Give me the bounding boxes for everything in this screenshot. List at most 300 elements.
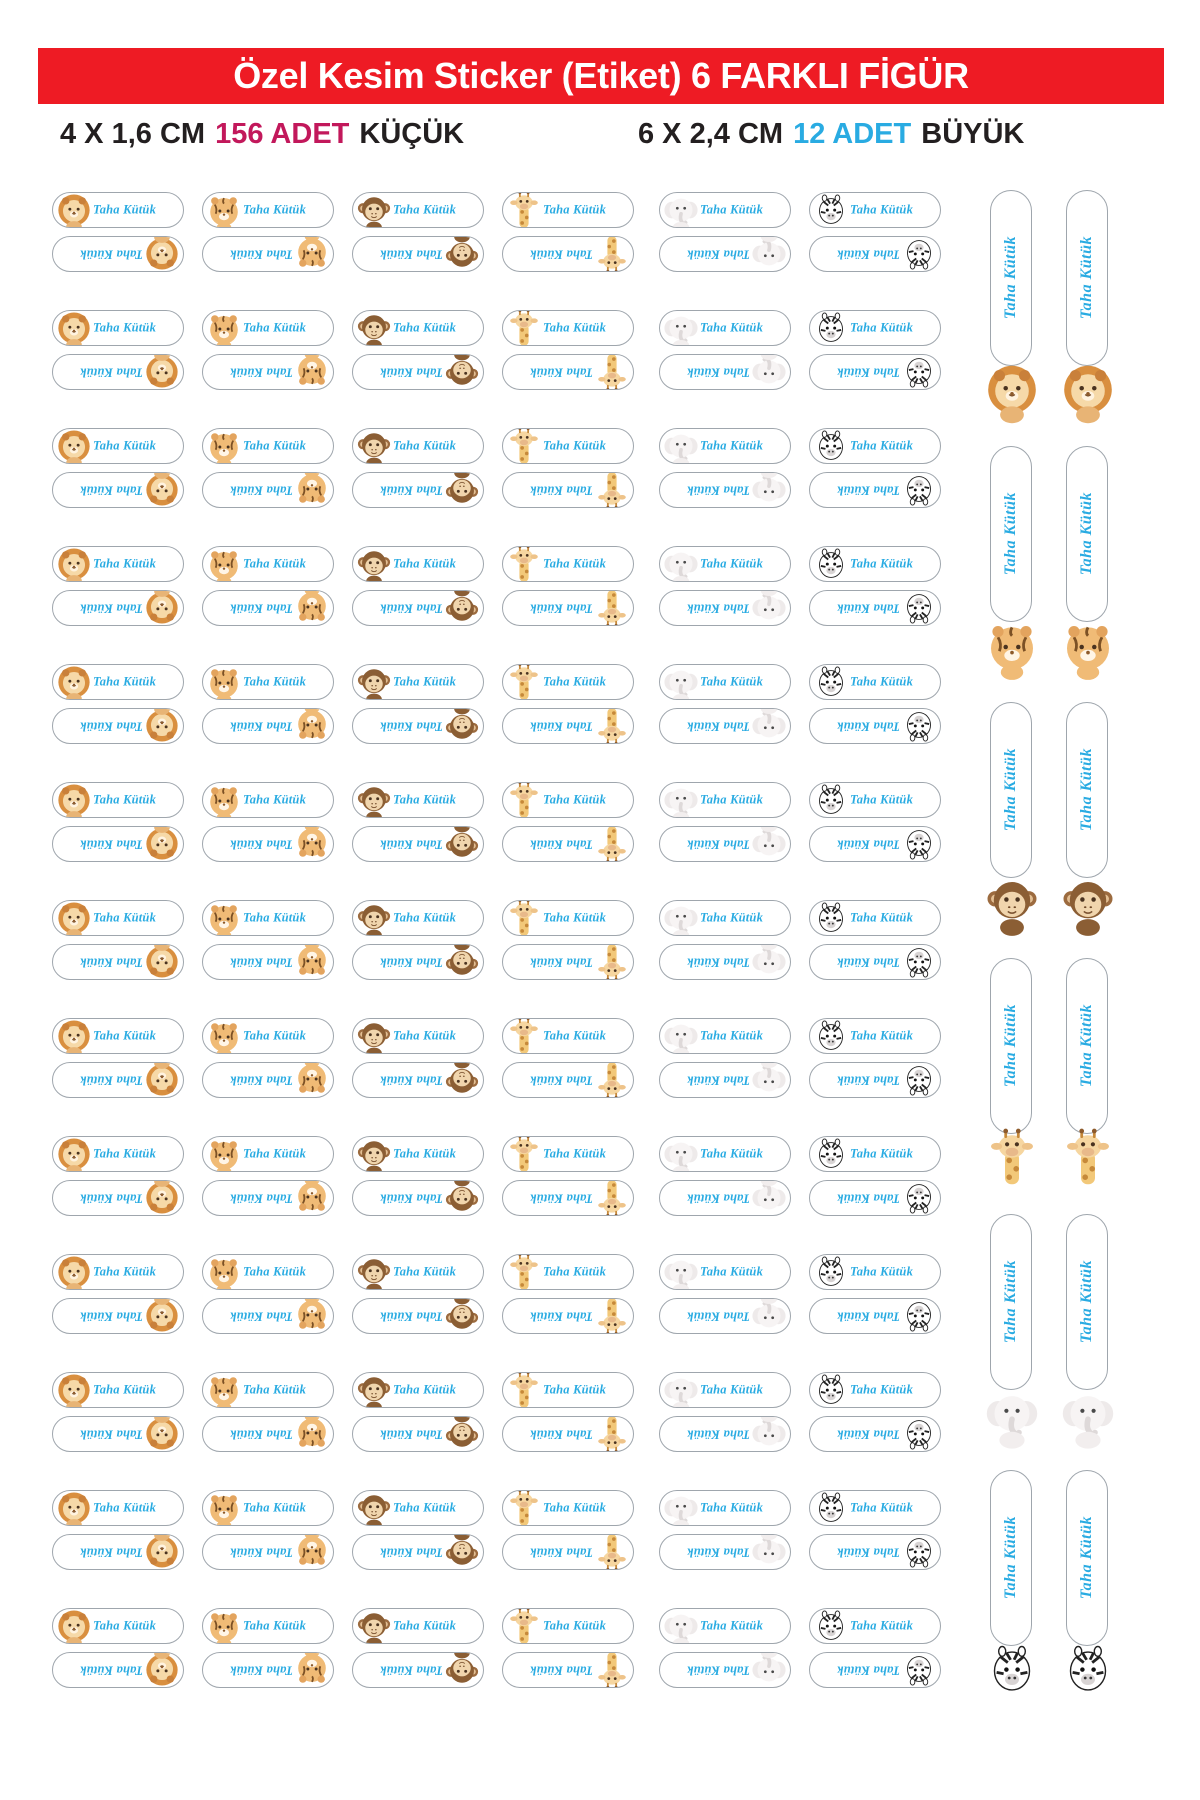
sticker-pair[interactable] — [46, 1606, 196, 1724]
name-sticker-small[interactable] — [659, 1136, 791, 1172]
name-sticker-small[interactable] — [52, 1652, 184, 1688]
name-sticker-small[interactable] — [352, 708, 484, 744]
name-sticker-small[interactable] — [352, 310, 484, 346]
name-sticker-small[interactable] — [809, 192, 941, 228]
name-sticker-small[interactable] — [52, 782, 184, 818]
giraffe-icon — [502, 192, 547, 228]
sticker-pair[interactable] — [653, 898, 803, 1016]
elephant-icon — [659, 782, 704, 818]
name-sticker-large[interactable] — [1066, 1214, 1108, 1390]
name-sticker-small[interactable] — [809, 782, 941, 818]
sticker-name-text: Taha Kütük — [529, 483, 593, 498]
name-sticker-small[interactable] — [809, 546, 941, 582]
name-sticker-small[interactable] — [352, 1490, 484, 1526]
name-sticker-small[interactable] — [352, 472, 484, 508]
zebra-icon — [896, 1298, 941, 1334]
sticker-pair[interactable] — [653, 1606, 803, 1724]
name-sticker-small[interactable] — [809, 354, 941, 390]
sticker-pair[interactable] — [803, 544, 953, 662]
name-sticker-small[interactable] — [352, 236, 484, 272]
sticker-pair[interactable] — [653, 662, 803, 780]
name-sticker-small[interactable] — [502, 826, 634, 862]
sticker-pair[interactable] — [803, 1606, 953, 1724]
sticker-pair[interactable] — [803, 1488, 953, 1606]
elephant-icon — [746, 826, 791, 862]
sticker-name-text: Taha Kütük — [543, 320, 607, 335]
name-sticker-small[interactable] — [659, 782, 791, 818]
name-sticker-small[interactable] — [352, 1652, 484, 1688]
name-sticker-small[interactable] — [809, 590, 941, 626]
name-sticker-small[interactable] — [352, 1062, 484, 1098]
name-sticker-small[interactable] — [659, 1254, 791, 1290]
sticker-pair[interactable] — [196, 898, 346, 1016]
sticker-pair[interactable] — [653, 426, 803, 544]
name-sticker-large[interactable] — [990, 958, 1032, 1134]
name-sticker-small[interactable] — [659, 900, 791, 936]
sticker-pair[interactable] — [196, 780, 346, 898]
name-sticker-small[interactable] — [502, 1372, 634, 1408]
name-sticker-small[interactable] — [502, 1490, 634, 1526]
name-sticker-small[interactable] — [659, 472, 791, 508]
name-sticker-small[interactable] — [502, 1254, 634, 1290]
sticker-pair[interactable] — [196, 190, 346, 308]
sticker-pair[interactable] — [196, 544, 346, 662]
name-sticker-small[interactable] — [52, 428, 184, 464]
name-sticker-large[interactable] — [990, 702, 1032, 878]
name-sticker-small[interactable] — [809, 1652, 941, 1688]
sticker-pair[interactable] — [496, 190, 646, 308]
sticker-pair[interactable] — [46, 544, 196, 662]
name-sticker-small[interactable] — [202, 1608, 334, 1644]
name-sticker-small[interactable] — [202, 472, 334, 508]
name-sticker-small[interactable] — [202, 236, 334, 272]
sticker-pair[interactable] — [496, 544, 646, 662]
sticker-name-text: Taha Kütük — [379, 955, 443, 970]
sticker-pair[interactable] — [46, 190, 196, 308]
big-size-word: BÜYÜK — [921, 118, 1025, 150]
sticker-name-text: Taha Kütük — [93, 1146, 157, 1161]
sticker-pair[interactable] — [496, 426, 646, 544]
name-sticker-large[interactable] — [1066, 702, 1108, 878]
name-sticker-small[interactable] — [352, 354, 484, 390]
name-sticker-small[interactable] — [809, 1136, 941, 1172]
sticker-pair[interactable] — [496, 1134, 646, 1252]
name-sticker-small[interactable] — [809, 428, 941, 464]
sticker-pair[interactable] — [346, 1606, 496, 1724]
sticker-pair[interactable] — [196, 1134, 346, 1252]
giraffe-icon — [974, 1124, 1050, 1194]
sticker-pair[interactable] — [346, 1134, 496, 1252]
sticker-pair[interactable] — [803, 1134, 953, 1252]
monkey-icon — [352, 1018, 397, 1054]
name-sticker-small[interactable] — [352, 664, 484, 700]
sticker-pair[interactable] — [196, 1252, 346, 1370]
name-sticker-small[interactable] — [502, 310, 634, 346]
sticker-pair[interactable] — [46, 662, 196, 780]
name-sticker-small[interactable] — [202, 782, 334, 818]
name-sticker-small[interactable] — [659, 236, 791, 272]
sticker-pair[interactable] — [346, 1370, 496, 1488]
name-sticker-small[interactable] — [502, 192, 634, 228]
name-sticker-small[interactable] — [52, 900, 184, 936]
name-sticker-small[interactable] — [502, 1416, 634, 1452]
sticker-pair[interactable] — [46, 1488, 196, 1606]
name-sticker-small[interactable] — [809, 1180, 941, 1216]
name-sticker-small[interactable] — [52, 192, 184, 228]
name-sticker-small[interactable] — [52, 1416, 184, 1452]
monkey-icon — [352, 192, 397, 228]
giraffe-icon — [589, 1180, 634, 1216]
sticker-pair[interactable] — [496, 780, 646, 898]
name-sticker-small[interactable] — [659, 1180, 791, 1216]
name-sticker-small[interactable] — [659, 1416, 791, 1452]
name-sticker-small[interactable] — [809, 1254, 941, 1290]
sticker-pair[interactable] — [196, 308, 346, 426]
name-sticker-large[interactable] — [990, 1470, 1032, 1646]
name-sticker-small[interactable] — [502, 1608, 634, 1644]
sticker-pair[interactable] — [653, 308, 803, 426]
name-sticker-small[interactable] — [202, 1298, 334, 1334]
sticker-pair[interactable] — [803, 426, 953, 544]
name-sticker-small[interactable] — [502, 472, 634, 508]
sticker-pair[interactable] — [346, 544, 496, 662]
name-sticker-small[interactable] — [52, 944, 184, 980]
sticker-pair[interactable] — [803, 780, 953, 898]
elephant-icon — [659, 1136, 704, 1172]
name-sticker-small[interactable] — [502, 1298, 634, 1334]
sticker-pair[interactable] — [803, 1252, 953, 1370]
name-sticker-small[interactable] — [202, 546, 334, 582]
name-sticker-small[interactable] — [352, 900, 484, 936]
sticker-pair[interactable] — [46, 898, 196, 1016]
sticker-pair[interactable] — [496, 1370, 646, 1488]
sticker-name-text: Taha Kütük — [700, 202, 764, 217]
elephant-icon — [746, 1416, 791, 1452]
name-sticker-small[interactable] — [202, 944, 334, 980]
name-sticker-small[interactable] — [202, 1490, 334, 1526]
sticker-name-text: Taha Kütük — [836, 1073, 900, 1088]
name-sticker-small[interactable] — [659, 1652, 791, 1688]
sticker-pair[interactable] — [653, 1252, 803, 1370]
name-sticker-small[interactable] — [202, 1372, 334, 1408]
name-sticker-small[interactable] — [352, 782, 484, 818]
name-sticker-small[interactable] — [202, 900, 334, 936]
sticker-pair[interactable] — [803, 308, 953, 426]
sticker-pair[interactable] — [346, 190, 496, 308]
name-sticker-small[interactable] — [659, 944, 791, 980]
name-sticker-small[interactable] — [809, 472, 941, 508]
sticker-name-text: Taha Kütük — [836, 1663, 900, 1678]
name-sticker-small[interactable] — [809, 1018, 941, 1054]
name-sticker-small[interactable] — [502, 1018, 634, 1054]
monkey-icon — [439, 1534, 484, 1570]
name-sticker-small[interactable] — [659, 546, 791, 582]
name-sticker-small[interactable] — [202, 310, 334, 346]
name-sticker-large[interactable] — [1066, 190, 1108, 366]
sticker-pair[interactable] — [46, 1370, 196, 1488]
name-sticker-small[interactable] — [202, 1136, 334, 1172]
name-sticker-small[interactable] — [809, 900, 941, 936]
name-sticker-small[interactable] — [202, 1062, 334, 1098]
name-sticker-small[interactable] — [202, 1180, 334, 1216]
sticker-pair[interactable] — [46, 1016, 196, 1134]
sticker-pair[interactable] — [346, 308, 496, 426]
name-sticker-small[interactable] — [52, 590, 184, 626]
sticker-pair[interactable] — [653, 780, 803, 898]
name-sticker-small[interactable] — [202, 1534, 334, 1570]
name-sticker-small[interactable] — [502, 1136, 634, 1172]
sticker-pair[interactable] — [346, 426, 496, 544]
name-sticker-large[interactable] — [990, 446, 1032, 622]
monkey-icon — [439, 1062, 484, 1098]
name-sticker-small[interactable] — [202, 1018, 334, 1054]
name-sticker-small[interactable] — [52, 236, 184, 272]
name-sticker-small[interactable] — [52, 1490, 184, 1526]
name-sticker-small[interactable] — [502, 708, 634, 744]
sticker-pair[interactable] — [653, 1370, 803, 1488]
sticker-name-text: Taha Kütük — [850, 1028, 914, 1043]
name-sticker-small[interactable] — [52, 1254, 184, 1290]
sticker-pair[interactable] — [496, 1488, 646, 1606]
sticker-pair[interactable] — [346, 1016, 496, 1134]
name-sticker-small[interactable] — [352, 1608, 484, 1644]
elephant-icon — [659, 1254, 704, 1290]
name-sticker-small[interactable] — [659, 354, 791, 390]
name-sticker-small[interactable] — [502, 428, 634, 464]
name-sticker-small[interactable] — [809, 1490, 941, 1526]
name-sticker-small[interactable] — [502, 944, 634, 980]
big-size-dimensions: 6 X 2,4 CM — [638, 118, 784, 150]
lion-icon — [139, 1416, 184, 1452]
name-sticker-small[interactable] — [202, 1416, 334, 1452]
name-sticker-small[interactable] — [52, 1534, 184, 1570]
name-sticker-small[interactable] — [52, 354, 184, 390]
sticker-pair[interactable] — [496, 1016, 646, 1134]
name-sticker-small[interactable] — [502, 1534, 634, 1570]
name-sticker-small[interactable] — [809, 664, 941, 700]
name-sticker-small[interactable] — [809, 1372, 941, 1408]
sticker-pair[interactable] — [496, 1606, 646, 1724]
tiger-icon — [202, 1372, 247, 1408]
name-sticker-small[interactable] — [202, 708, 334, 744]
name-sticker-small[interactable] — [809, 1608, 941, 1644]
sticker-name-text: Taha Kütük — [79, 1545, 143, 1560]
name-sticker-small[interactable] — [352, 826, 484, 862]
name-sticker-small[interactable] — [52, 1018, 184, 1054]
name-sticker-small[interactable] — [352, 546, 484, 582]
name-sticker-small[interactable] — [659, 428, 791, 464]
name-sticker-small[interactable] — [502, 664, 634, 700]
name-sticker-small[interactable] — [52, 1372, 184, 1408]
tiger-icon — [289, 1180, 334, 1216]
name-sticker-small[interactable] — [202, 354, 334, 390]
name-sticker-small[interactable] — [809, 944, 941, 980]
zebra-icon — [896, 1534, 941, 1570]
tiger-icon — [1050, 612, 1126, 682]
sticker-pair[interactable] — [346, 1252, 496, 1370]
sticker-pair[interactable] — [653, 544, 803, 662]
name-sticker-small[interactable] — [502, 782, 634, 818]
name-sticker-small[interactable] — [659, 1490, 791, 1526]
name-sticker-small[interactable] — [52, 1136, 184, 1172]
tiger-icon — [289, 472, 334, 508]
name-sticker-small[interactable] — [809, 826, 941, 862]
sticker-pair[interactable] — [803, 662, 953, 780]
name-sticker-large[interactable] — [1066, 958, 1108, 1134]
sticker-pair[interactable] — [196, 1488, 346, 1606]
zebra-icon — [896, 472, 941, 508]
name-sticker-small[interactable] — [202, 590, 334, 626]
elephant-icon — [659, 428, 704, 464]
sticker-pair[interactable] — [496, 898, 646, 1016]
sticker-name-text: Taha Kütük — [836, 1545, 900, 1560]
name-sticker-small[interactable] — [352, 1416, 484, 1452]
giraffe-icon — [502, 1372, 547, 1408]
name-sticker-small[interactable] — [352, 590, 484, 626]
sticker-pair[interactable] — [803, 190, 953, 308]
name-sticker-small[interactable] — [202, 192, 334, 228]
name-sticker-small[interactable] — [659, 192, 791, 228]
name-sticker-small[interactable] — [809, 1062, 941, 1098]
giraffe-icon — [502, 1490, 547, 1526]
sticker-pair[interactable] — [496, 308, 646, 426]
name-sticker-small[interactable] — [52, 1062, 184, 1098]
zebra-icon — [809, 1372, 854, 1408]
name-sticker-small[interactable] — [502, 1652, 634, 1688]
sticker-name-text: Taha Kütük — [93, 438, 157, 453]
name-sticker-small[interactable] — [202, 1652, 334, 1688]
name-sticker-small[interactable] — [659, 708, 791, 744]
name-sticker-small[interactable] — [502, 900, 634, 936]
name-sticker-small[interactable] — [202, 1254, 334, 1290]
name-sticker-small[interactable] — [659, 664, 791, 700]
name-sticker-small[interactable] — [52, 1298, 184, 1334]
name-sticker-small[interactable] — [502, 546, 634, 582]
name-sticker-small[interactable] — [502, 1180, 634, 1216]
name-sticker-small[interactable] — [502, 1062, 634, 1098]
name-sticker-small[interactable] — [52, 708, 184, 744]
sticker-name-text: Taha Kütük — [850, 1382, 914, 1397]
lion-icon — [52, 192, 97, 228]
sticker-name-text: Taha Kütük — [393, 1500, 457, 1515]
name-sticker-small[interactable] — [502, 590, 634, 626]
monkey-icon — [352, 546, 397, 582]
name-sticker-small[interactable] — [202, 664, 334, 700]
name-sticker-large[interactable] — [1066, 1470, 1108, 1646]
name-sticker-small[interactable] — [809, 708, 941, 744]
name-sticker-small[interactable] — [659, 1062, 791, 1098]
name-sticker-small[interactable] — [52, 826, 184, 862]
name-sticker-small[interactable] — [659, 1372, 791, 1408]
sticker-pair[interactable] — [196, 1016, 346, 1134]
name-sticker-small[interactable] — [52, 310, 184, 346]
sticker-pair[interactable] — [496, 662, 646, 780]
name-sticker-small[interactable] — [202, 428, 334, 464]
name-sticker-small[interactable] — [809, 310, 941, 346]
sticker-pair[interactable] — [196, 426, 346, 544]
name-sticker-small[interactable] — [809, 1298, 941, 1334]
sticker-pair[interactable] — [496, 1252, 646, 1370]
name-sticker-small[interactable] — [202, 826, 334, 862]
sticker-pair[interactable] — [196, 1370, 346, 1488]
sticker-name-text: Taha Kütük — [543, 438, 607, 453]
sticker-pair[interactable] — [803, 898, 953, 1016]
name-sticker-small[interactable] — [52, 546, 184, 582]
zebra-icon — [896, 1652, 941, 1688]
sticker-pair[interactable] — [653, 190, 803, 308]
name-sticker-small[interactable] — [809, 236, 941, 272]
name-sticker-small[interactable] — [659, 590, 791, 626]
sticker-pair[interactable] — [653, 1016, 803, 1134]
name-sticker-small[interactable] — [659, 1298, 791, 1334]
sticker-pair[interactable] — [653, 1134, 803, 1252]
sticker-pair[interactable] — [46, 1134, 196, 1252]
sticker-pair[interactable] — [346, 1488, 496, 1606]
name-sticker-small[interactable] — [659, 1018, 791, 1054]
sticker-pair[interactable] — [803, 1370, 953, 1488]
name-sticker-small[interactable] — [809, 1534, 941, 1570]
monkey-icon — [352, 428, 397, 464]
name-sticker-small[interactable] — [352, 1534, 484, 1570]
giraffe-icon — [502, 1018, 547, 1054]
sticker-name-text: Taha Kütük — [700, 1382, 764, 1397]
name-sticker-small[interactable] — [809, 1416, 941, 1452]
name-sticker-small[interactable] — [352, 944, 484, 980]
name-sticker-small[interactable] — [659, 826, 791, 862]
sticker-pair[interactable] — [46, 308, 196, 426]
name-sticker-small[interactable] — [352, 1298, 484, 1334]
sticker-pair[interactable] — [46, 1252, 196, 1370]
sticker-pair[interactable] — [346, 898, 496, 1016]
name-sticker-small[interactable] — [659, 310, 791, 346]
name-sticker-small[interactable] — [659, 1608, 791, 1644]
sticker-name-text: Taha Kütük — [686, 1427, 750, 1442]
sticker-name-text: Taha Kütük — [229, 837, 293, 852]
sticker-name-text: Taha Kütük — [1002, 1260, 1019, 1344]
sticker-pair[interactable] — [46, 426, 196, 544]
name-sticker-small[interactable] — [352, 1018, 484, 1054]
giraffe-icon — [502, 1254, 547, 1290]
giraffe-icon — [589, 1416, 634, 1452]
sticker-name-text: Taha Kütük — [229, 1663, 293, 1678]
giraffe-icon — [589, 826, 634, 862]
name-sticker-large[interactable] — [990, 1214, 1032, 1390]
name-sticker-small[interactable] — [52, 664, 184, 700]
name-sticker-large[interactable] — [990, 190, 1032, 366]
sticker-pair[interactable] — [46, 780, 196, 898]
name-sticker-large[interactable] — [1066, 446, 1108, 622]
sticker-pair[interactable] — [196, 1606, 346, 1724]
name-sticker-small[interactable] — [352, 428, 484, 464]
sticker-pair[interactable] — [803, 1016, 953, 1134]
sticker-pair[interactable] — [346, 662, 496, 780]
sticker-pair[interactable] — [196, 662, 346, 780]
name-sticker-small[interactable] — [52, 472, 184, 508]
name-sticker-small[interactable] — [352, 192, 484, 228]
small-size-dimensions: 4 X 1,6 CM — [60, 118, 206, 150]
name-sticker-small[interactable] — [659, 1534, 791, 1570]
name-sticker-small[interactable] — [352, 1254, 484, 1290]
name-sticker-small[interactable] — [352, 1372, 484, 1408]
name-sticker-small[interactable] — [52, 1608, 184, 1644]
name-sticker-small[interactable] — [52, 1180, 184, 1216]
name-sticker-small[interactable] — [352, 1136, 484, 1172]
name-sticker-small[interactable] — [502, 354, 634, 390]
name-sticker-small[interactable] — [352, 1180, 484, 1216]
sticker-pair[interactable] — [653, 1488, 803, 1606]
sticker-pair[interactable] — [346, 780, 496, 898]
name-sticker-small[interactable] — [502, 236, 634, 272]
